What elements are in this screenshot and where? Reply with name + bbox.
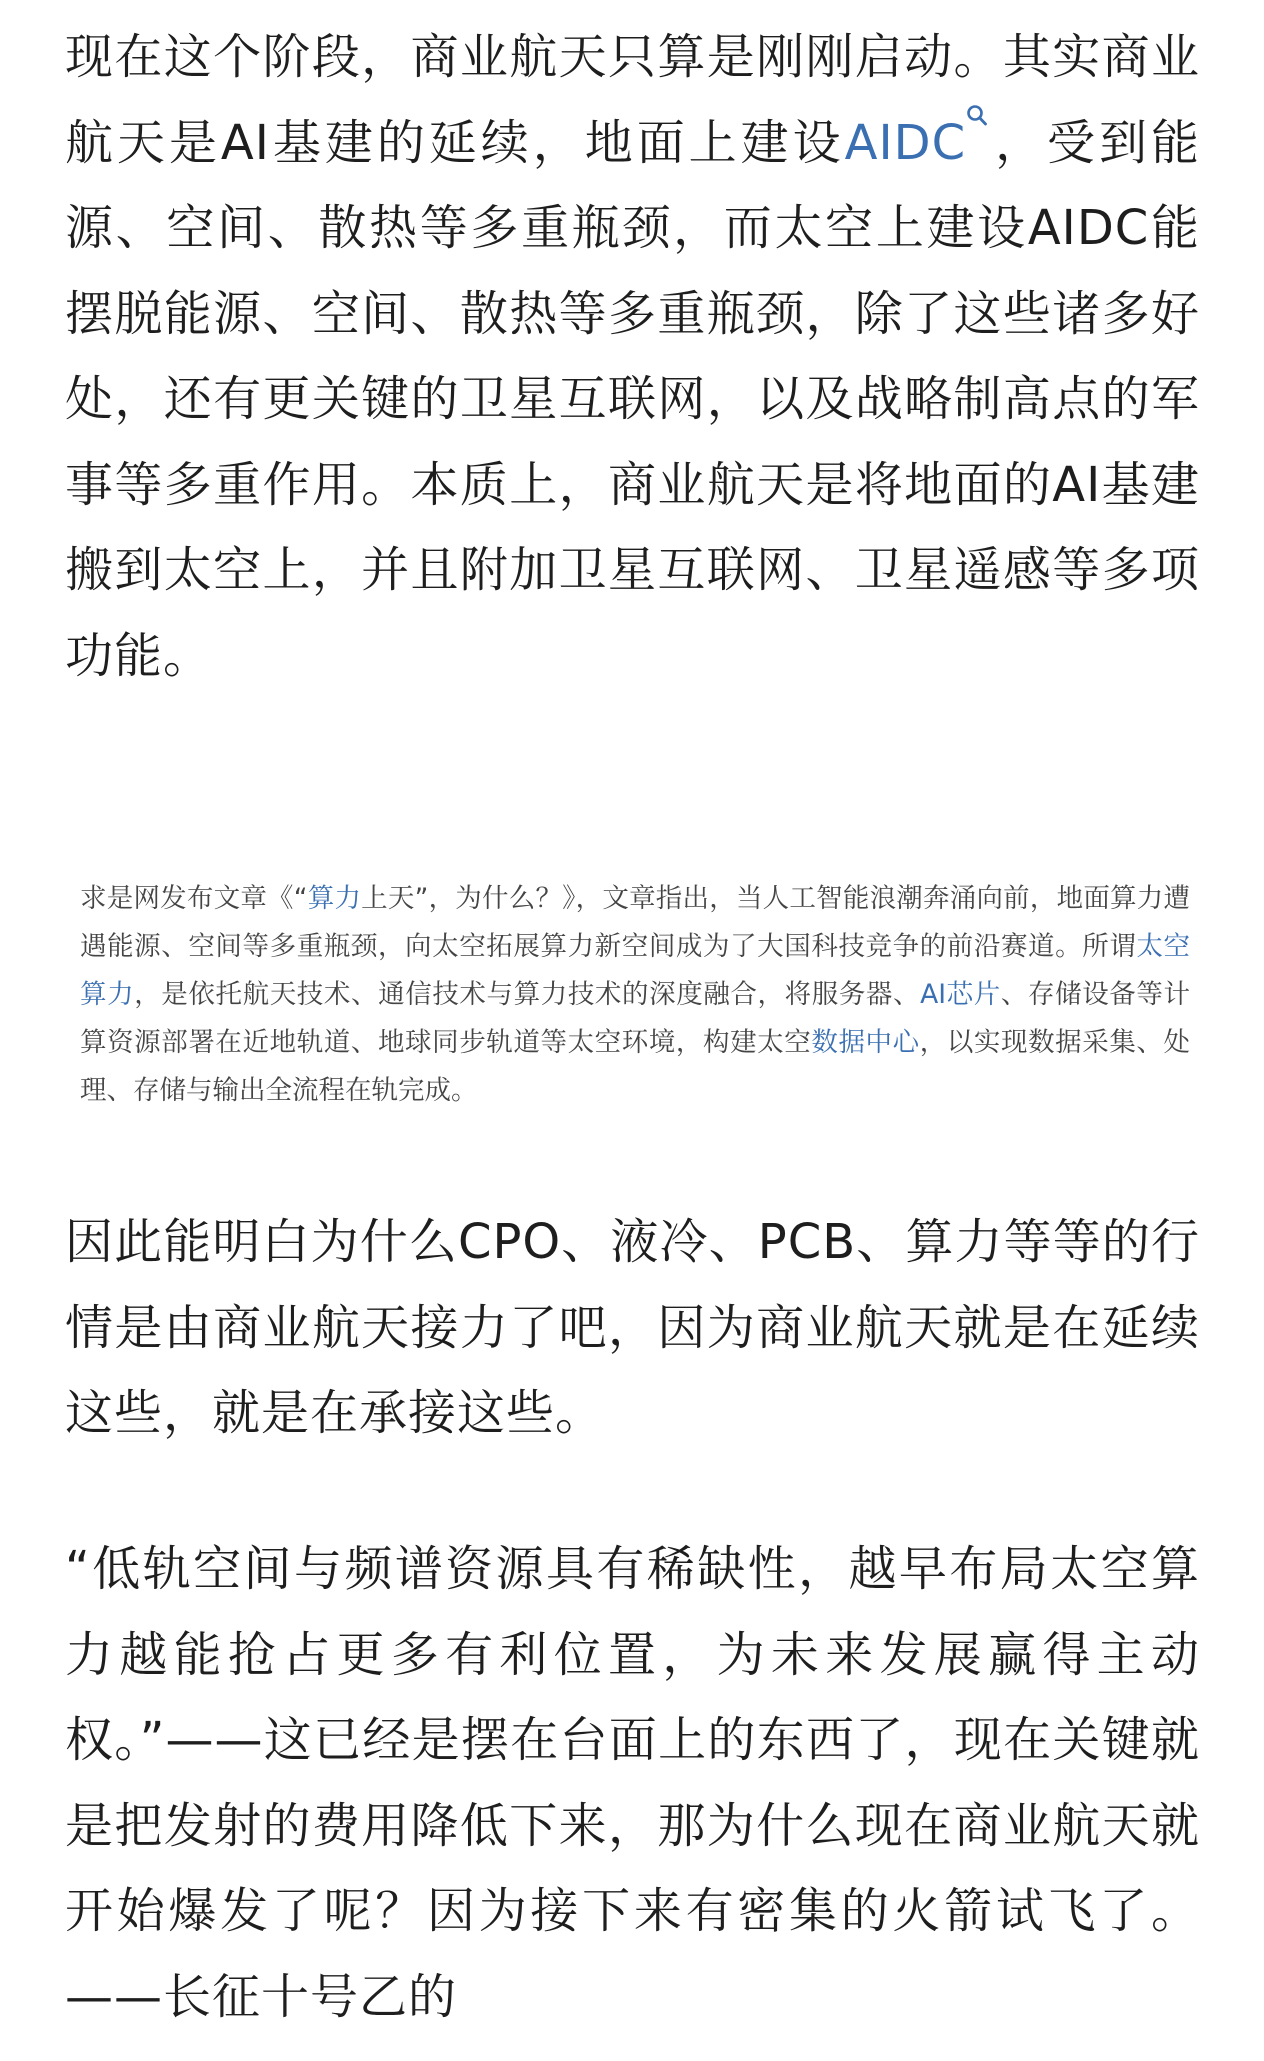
paragraph-1 <box>65 15 1200 699</box>
quoted-excerpt <box>80 875 1190 1115</box>
paragraph-2: 因此能明白为什么CPO、液冷、PCB、算力等等的行情是由商业航天接力了吧，因为商业航天就是在延续这些，就是在承接这些。 <box>65 1214 1200 1441</box>
data-center-link[interactable]: 数据中心 <box>811 1027 920 1058</box>
suanli-link[interactable]: 算力 <box>307 883 362 914</box>
quote-text-d: 、存储设备等计算资源部署在近地轨道、地球同步轨道等太空环境，构建太空 <box>80 979 1190 1058</box>
aidc-link[interactable]: AIDC <box>844 114 967 171</box>
paragraph-1-text-a: 现在这个阶段，商业航天只算是刚刚启动。其实商业航天是AI基建的延续，地面上建设 <box>65 29 1200 171</box>
ai-chip-link[interactable]: AI芯片 <box>920 979 1001 1010</box>
quote-text-a: 求是网发布文章《“ <box>80 883 308 914</box>
quote-text-e: ，以实现数据采集、处理、存储与输出全流程在轨完成。 <box>80 1027 1191 1106</box>
paragraph-1-text-b: ，受到能源、空间、散热等多重瓶颈，而太空上建设AIDC能摆脱能源、空间、散热等多重瓶颈，除了这些诸多好处，还有更关键的卫星互联网，以及战略制高点的军事等多重作用。本质上，商业航天是将地面的AI基建搬到太空上，并且附加卫星互联网、卫星遥感等多项功能。 <box>65 114 1200 684</box>
quote-text-b: 上天”，为什么？》，文章指出，当人工智能浪潮奔涌向前，地面算力遭遇能源、空间等多重瓶颈，向太空拓展算力新空间成为了大国科技竞争的前沿赛道。所谓 <box>80 883 1191 962</box>
quote-text-c: ，是依托航天技术、通信技术与算力技术的深度融合，将服务器、 <box>134 979 921 1010</box>
paragraph-3: “低轨空间与频谱资源具有稀缺性，越早布局太空算力越能抢占更多有利位置，为未来发展赢得主动权。”——这已经是摆在台面上的东西了，现在关键就是把发射的费用降低下来，那为什么现在商业航天就开始爆发了呢？因为接下来有密集的火箭试飞了。——长征十号乙的 <box>65 1541 1200 2025</box>
search-icon[interactable] <box>966 103 988 127</box>
space-computing-link[interactable]: 太空算力 <box>80 931 1191 1010</box>
